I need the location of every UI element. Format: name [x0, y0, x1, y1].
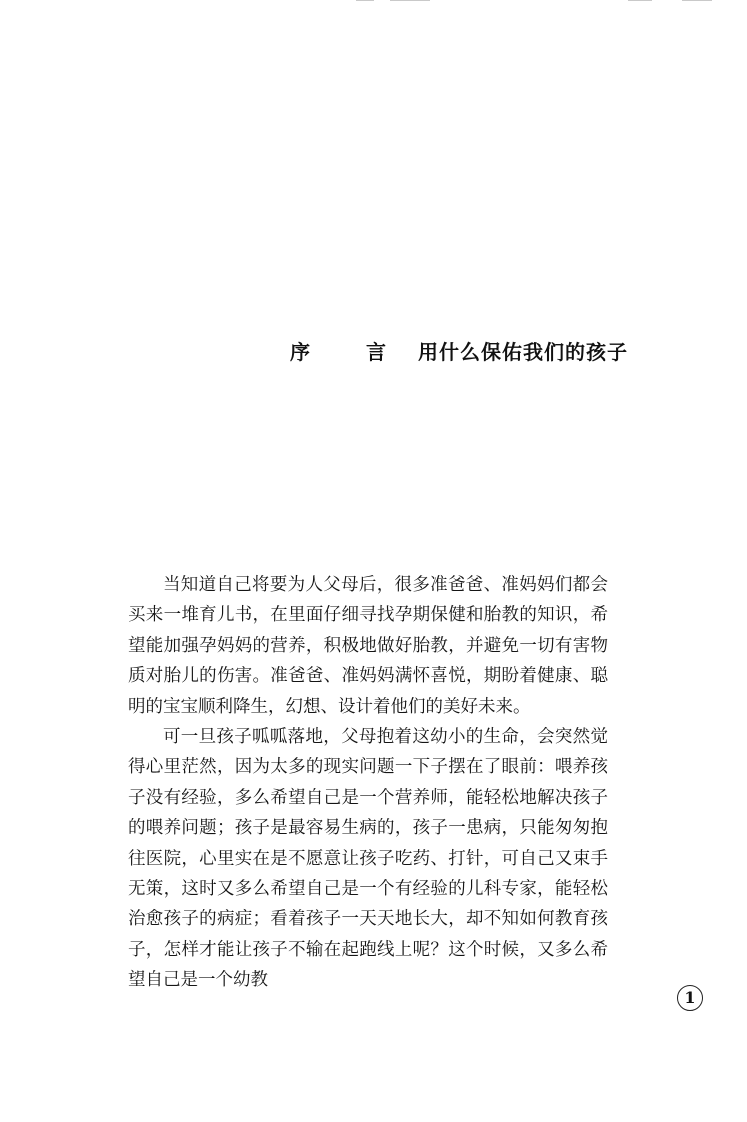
paragraph-1: 当知道自己将要为人父母后，很多准爸爸、准妈妈们都会买来一堆育儿书，在里面仔细寻找孕期保健和胎教的知识，希望能加强孕妈妈的营养，积极地做好胎教，并避免一切有害物质对胎儿的伤害。准爸爸、准妈妈满怀喜悦，期盼着健康、聪明的宝宝顺利降生，幻想、设计着他们的美好未来。 — [128, 575, 608, 717]
title-main: 用什么保佑我们的孩子 — [417, 340, 628, 365]
body-text — [128, 570, 608, 996]
page-number-badge: 1 — [677, 985, 703, 1011]
scan-mark-top-right — [628, 0, 652, 1]
paragraph-2: 可一旦孩子呱呱落地，父母抱着这幼小的生命，会突然觉得心里茫然，因为太多的现实问题一下子摆在了眼前：喂养孩子没有经验，多么希望自己是一个营养师，能轻松地解决孩子的喂养问题；孩子是最容易生病的，孩子一患病，只能匆匆抱往医院，心里实在是不愿意让孩子吃药、打针，可自己又束手无策，这时又多么希望自己是一个有经验的儿科专家，能轻松治愈孩子的病症；看着孩子一天天地长大，却不知如何教育孩子，怎样才能让孩子不输在起跑线上呢？这个时候，又多么希望自己是一个幼教 — [128, 727, 608, 991]
scan-mark-top-far-right — [682, 0, 712, 1]
scan-mark-top-left — [356, 0, 374, 1]
scan-mark-top-center — [390, 0, 430, 1]
title-label: 序 言 — [290, 340, 404, 365]
page-title — [290, 336, 628, 365]
